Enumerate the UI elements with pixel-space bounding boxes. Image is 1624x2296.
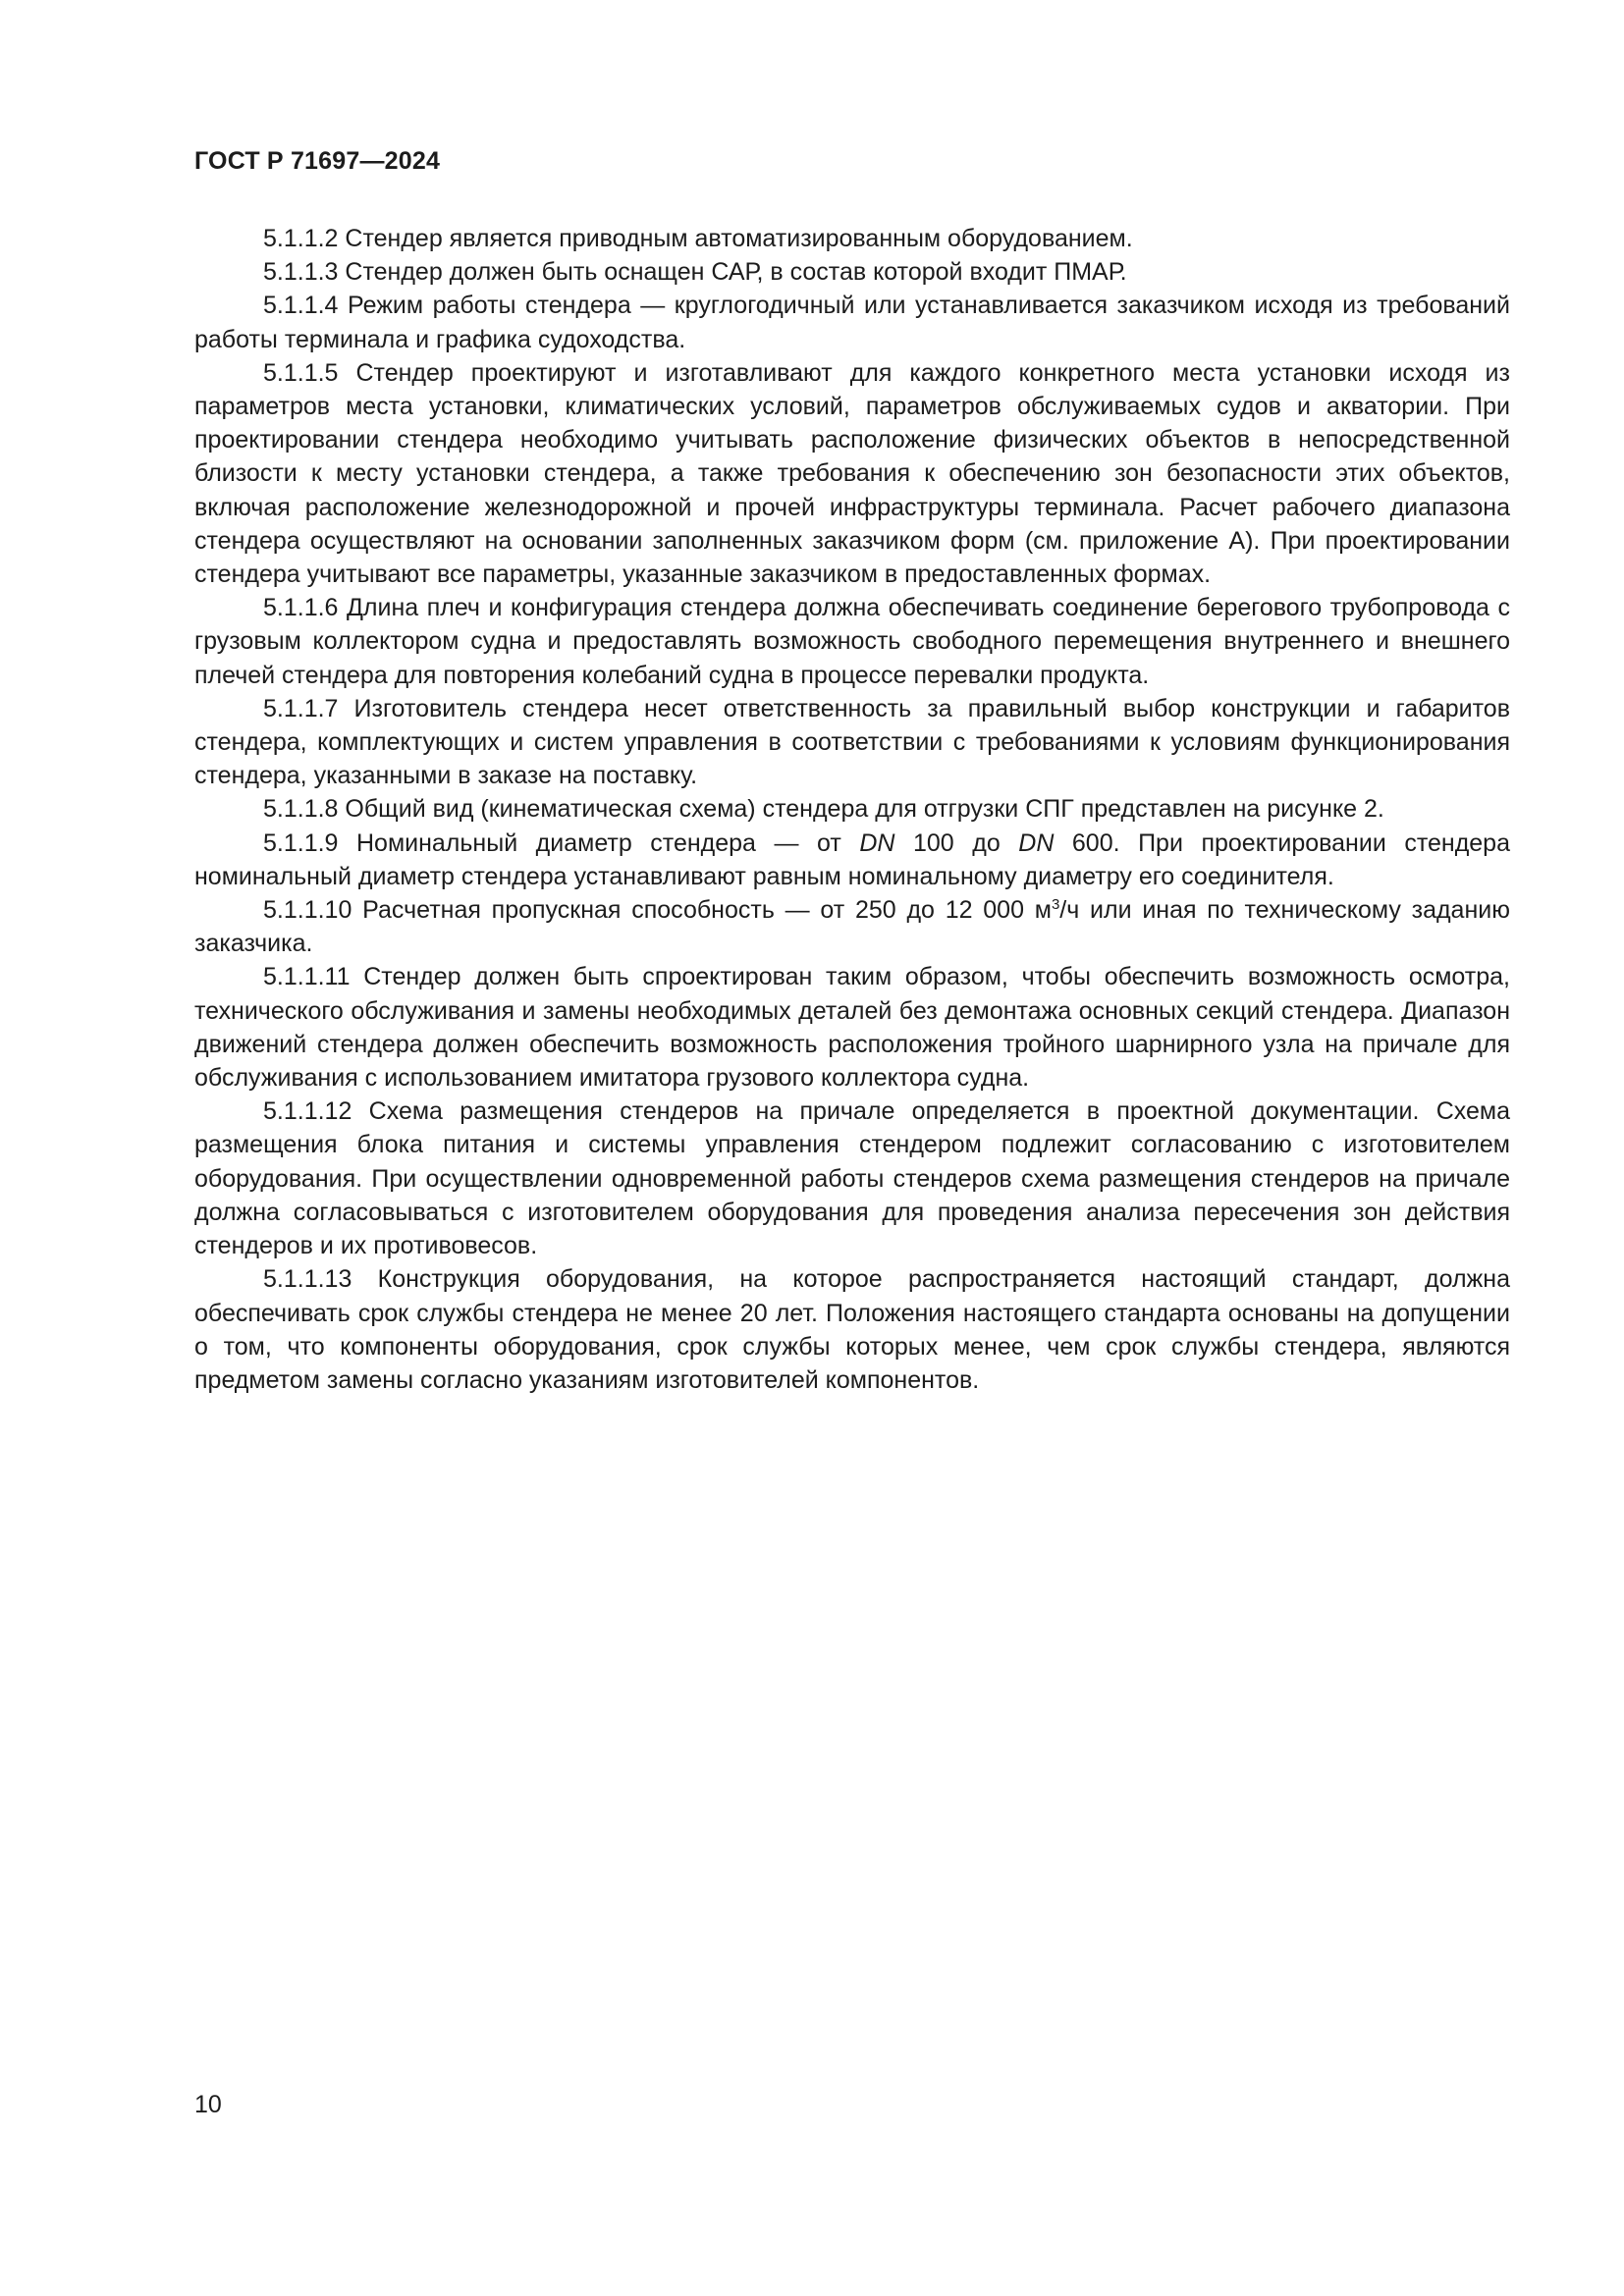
paragraph-5-1-1-10 [194, 893, 1510, 960]
paragraph-5-1-1-5: 5.1.1.5 Стендер проектируют и изготавливают для каждого конкретного места установки исходя из параметров места установки, климатических условий, параметров обслуживаемых судов и акватории. При проектировании стендера необходимо учитывать расположение физических объектов в непосредственной близости к месту установки стендера, а также требования к обеспечению зон безопасности этих объектов, включая расположение железнодорожной и прочей инфраструктуры терминала. Расчет рабочего диапазона стендера осуществляют на основании заполненных заказчиком форм (см. приложение А). При проектировании стендера учитывают все параметры, указанные заказчиком в предоставленных формах. [194, 358, 1510, 589]
document-header: ГОСТ Р 71697—2024 [194, 147, 441, 175]
document-body [194, 222, 1510, 1397]
paragraph-5-1-1-4: 5.1.1.4 Режим работы стендера — круглогодичный или устанавливается заказчиком исходя из требований работы терминала и графика судоходства. [194, 292, 1510, 353]
text-run: 5.1.1.9 Номинальный диаметр стендера — от [263, 828, 860, 857]
text-run: 100 до [894, 828, 1019, 857]
paragraph-5-1-1-6: 5.1.1.6 Длина плеч и конфигурация стендера должна обеспечивать соединение берегового трубопровода с грузовым коллектором судна и предоставлять возможность свободного перемещения внутреннего и внешнего плечей стендера для повторения колебаний судна в процессе перевалки продукта. [194, 594, 1510, 689]
paragraph-5-1-1-11: 5.1.1.11 Стендер должен быть спроектирован таким образом, чтобы обеспечить возможность осмотра, технического обслуживания и замены необходимых деталей без демонтажа основных секций стендера. Диапазон движений стендера должен обеспечить возможность расположения тройного шарнирного узла на причале для обслуживания с использованием имитатора грузового коллектора судна. [194, 963, 1510, 1093]
paragraph-5-1-1-2: 5.1.1.2 Стендер является приводным автоматизированным оборудованием. [263, 225, 1133, 252]
paragraph-5-1-1-9 [194, 827, 1510, 893]
text-run: 600. При проектировании стендера номинальный диаметр стендера устанавливают равным номинальному диаметру его соединителя. [194, 828, 1510, 890]
cubic-superscript: 3 [1051, 896, 1060, 914]
paragraph-5-1-1-12: 5.1.1.12 Схема размещения стендеров на причале определяется в проектной документации. Схема размещения блока питания и системы управления стендером подлежит согласованию с изготовителем оборудования. При осуществлении одновременной работы стендеров схема размещения стендеров на причале должна согласовываться с изготовителем оборудования для проведения анализа пересечения зон действия стендеров и их противовесов. [194, 1097, 1510, 1260]
paragraph-5-1-1-8: 5.1.1.8 Общий вид (кинематическая схема) стендера для отгрузки СПГ представлен на рисунке 2. [263, 795, 1384, 824]
paragraph-5-1-1-7: 5.1.1.7 Изготовитель стендера несет ответственность за правильный выбор конструкции и габаритов стендера, комплектующих и систем управления в соответствии с требованиями к условиям функционирования стендера, указанными в заказе на поставку. [194, 694, 1510, 790]
dn-symbol: DN [1018, 828, 1055, 857]
dn-symbol: DN [859, 828, 895, 857]
text-run: 5.1.1.10 Расчетная пропускная способность — от 250 до 12 000 м [263, 896, 1052, 925]
paragraph-5-1-1-3: 5.1.1.3 Стендер должен быть оснащен САР, в состав которой входит ПМАР. [263, 258, 1127, 287]
text-run: /ч или иная по техническому заданию заказчика. [194, 896, 1510, 958]
page-number: 10 [194, 2091, 222, 2118]
paragraph-5-1-1-13: 5.1.1.13 Конструкция оборудования, на которое распространяется настоящий стандарт, должна обеспечивать срок службы стендера не менее 20 лет. Положения настоящего стандарта основаны на допущении о том, что компоненты оборудования, срок службы которых менее, чем срок службы стендера, являются предметом замены согласно указаниям изготовителей компонентов. [194, 1265, 1510, 1394]
